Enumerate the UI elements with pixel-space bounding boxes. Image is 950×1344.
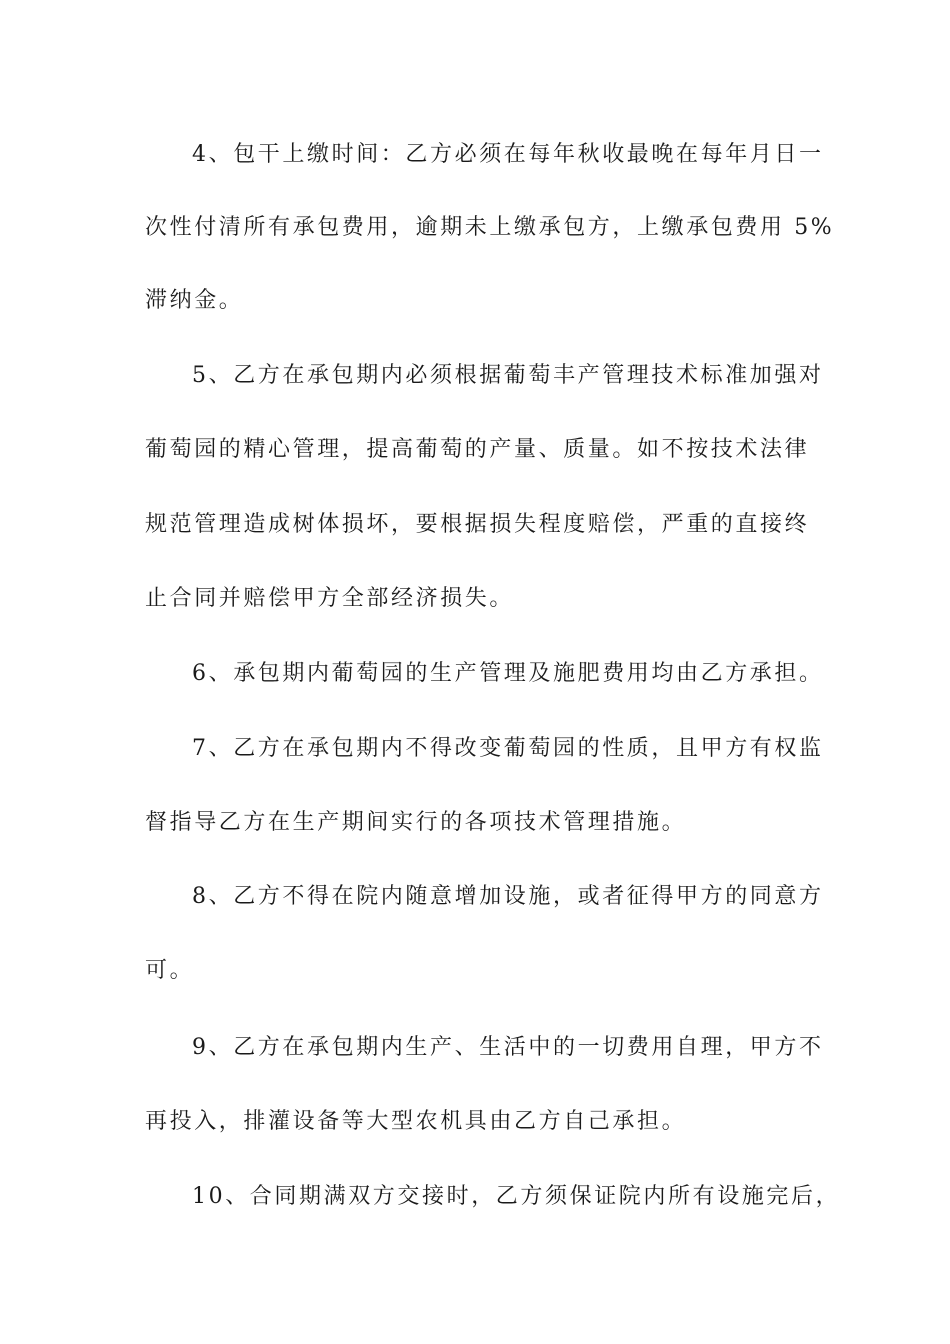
clause-9-line-2: 再投入，排灌设备等大型农机具由乙方自己承担。 xyxy=(145,1109,687,1134)
clause-4-line-3: 滞纳金。 xyxy=(145,288,244,313)
clause-10-line-1: 10、合同期满双方交接时，乙方须保证院内所有设施完后， xyxy=(192,1184,841,1209)
clause-7-line-1: 7、乙方在承包期内不得改变葡萄园的性质，且甲方有权监 xyxy=(192,736,824,761)
clause-6-line-1: 6、承包期内葡萄园的生产管理及施肥费用均由乙方承担。 xyxy=(192,661,824,686)
clause-5-line-4: 止合同并赔偿甲方全部经济损失。 xyxy=(145,586,515,611)
clause-8-line-2: 可。 xyxy=(145,958,195,983)
clause-9-line-1: 9、乙方在承包期内生产、生活中的一切费用自理，甲方不 xyxy=(192,1035,824,1060)
clause-7-line-2: 督指导乙方在生产期间实行的各项技术管理措施。 xyxy=(145,810,687,835)
clause-5-line-1: 5、乙方在承包期内必须根据葡萄丰产管理技术标准加强对 xyxy=(192,363,824,388)
clause-4-line-1: 4、包干上缴时间：乙方必须在每年秋收最晚在每年月日一 xyxy=(192,142,824,167)
clause-4-line-2: 次性付清所有承包费用，逾期未上缴承包方，上缴承包费用 5% xyxy=(145,215,835,240)
clause-5-line-2: 葡萄园的精心管理，提高葡萄的产量、质量。如不按技术法律 xyxy=(145,437,810,462)
clause-5-line-3: 规范管理造成树体损坏，要根据损失程度赔偿，严重的直接终 xyxy=(145,512,810,537)
clause-8-line-1: 8、乙方不得在院内随意增加设施，或者征得甲方的同意方 xyxy=(192,884,824,909)
